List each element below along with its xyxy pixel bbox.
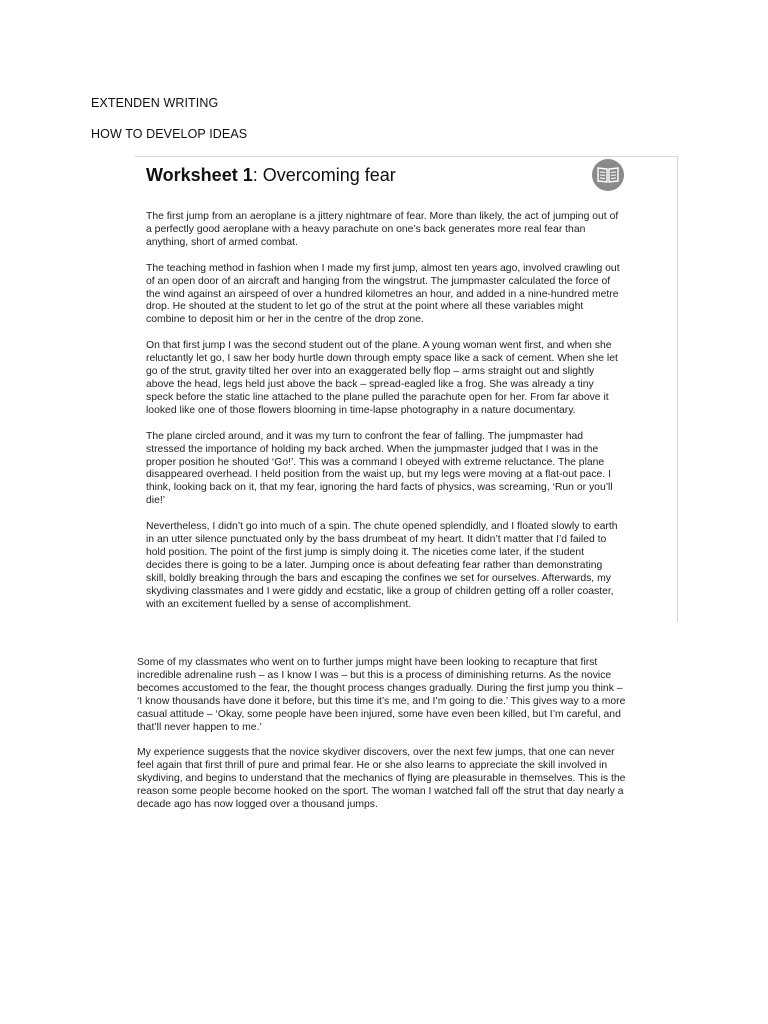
worksheet-title-number: Worksheet 1 [146,165,253,185]
worksheet-paragraph: The teaching method in fashion when I made my first jump, almost ten years ago, involved crawling out of an open door of an aircraft and hanging from the wingstrut. The jumpmaster calculated the force of the wind against an airspeed of over a hundred kilometres an hour, and added in a nine-hundred metre drop. He shouted at the student to let go of the strut at the point where all these variables might combine to deposit him or her in the centre of the drop zone. [146,262,620,326]
worksheet-title-topic: : Overcoming fear [252,165,396,185]
continuation-paragraph: My experience suggests that the novice skydiver discovers, over the next few jumps, that one can never feel again that first thrill of pure and primal fear. He or she also learns to appreciate the skill involved in skydiving, and begins to understand that the mechanics of flying are pleasurable in themselves. This is the reason some people become hooked on the sport. The woman I watched fall off the strut that day nearly a decade ago has now logged over a thousand jumps. [137,747,626,811]
worksheet-body [146,211,622,624]
continuation-paragraph: Some of my classmates who went on to further jumps might have been looking to recapture that first incredible adrenaline rush – as I know I was – but this is a process of diminishing returns. As the novice becomes accustomed to the fear, the thought process changes gradually. During the first jump you think – ‘I know thousands have done it before, but this time it’s me, and I’m going to die.’ This gives way to a more casual attitude – ‘Okay, some people have been injured, some have even been killed, but I’m careful, and that’ll never happen to me.’ [137,657,626,733]
worksheet-paragraph: The plane circled around, and it was my turn to confront the fear of falling. The jumpmaster had stressed the importance of holding my back arched. When the jumpmaster judged that I was in the proper position he shouted ‘Go!’. This was a command I obeyed with extreme reluctance. The plane disappeared overhead. I held position from the waist up, but my legs were moving at a flat-out pace. I think, looking back on it, that my fear, ignoring the hard facts of physics, was screaming, ‘Run or you’ll die!’ [146,430,613,507]
worksheet-paragraph: Nevertheless, I didn’t go into much of a spin. The chute opened splendidly, and I floated slowly to earth in an utter silence punctuated only by the bass drumbeat of my heart. It didn’t matter that I’d failed to hold position. The point of the first jump is simply doing it. The niceties come later, if the student decides there is going to be a later. Jumping once is about defeating fear rather than demonstrating skill, boldly breaking through the bars and escaping the confines we set for ourselves. Afterwards, my skydiving classmates and I were giddy and ecstatic, like a group of children getting off a roller coaster, with an excitement fuelled by a sense of accomplishment. [146,521,618,610]
book-icon [592,159,624,191]
document-heading-extended-writing: EXTENDEN WRITING [91,96,219,110]
worksheet-title [146,165,396,186]
document-heading-develop-ideas: HOW TO DEVELOP IDEAS [91,127,248,141]
continuation-text [137,657,627,825]
worksheet-paragraph: On that first jump I was the second student out of the plane. A young woman went first, and when she reluctantly let go, I saw her body hurtle down through empty space like a sack of cement. When she let go of the strut, gravity tilted her over into an exaggerated belly flop – arms straight out and slightly above the head, legs held just above the back – spread-eagled like a frog. She was already a tiny speck before the static line attached to the plane pulled the parachute open for her. From far above it looked like one of those flowers blooming in time-lapse photography in a nature documentary. [146,340,618,416]
worksheet-paragraph: The first jump from an aeroplane is a jittery nightmare of fear. More than likely, the act of jumping out of a perfectly good aeroplane with a heavy parachute on one’s back generates more real fear than anything, short of armed combat. [146,211,619,248]
worksheet-panel [135,156,678,622]
